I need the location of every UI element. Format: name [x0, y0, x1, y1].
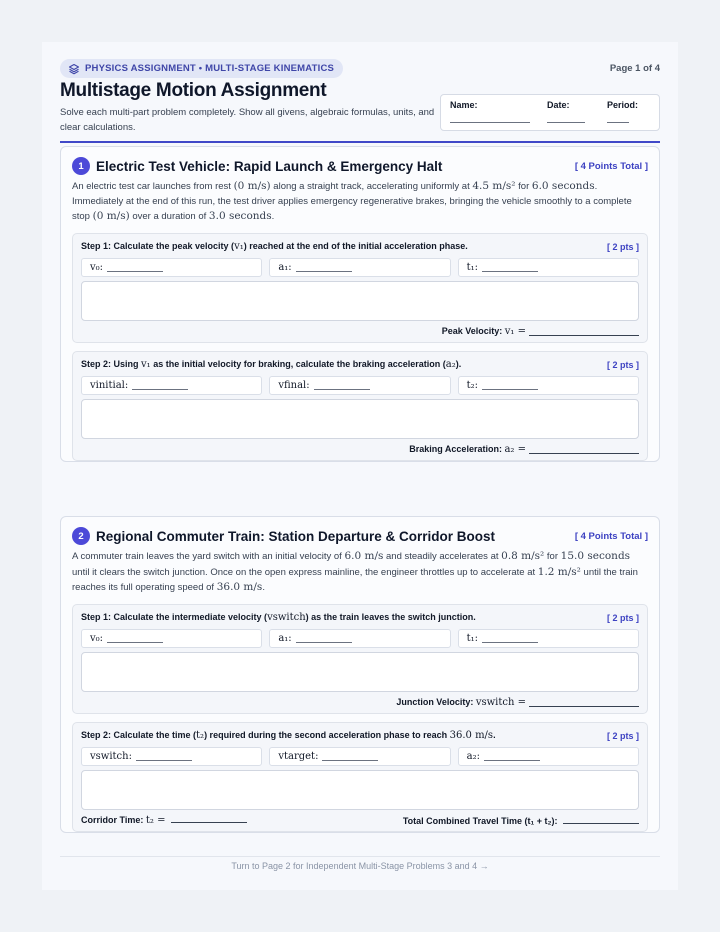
step-points: [ 2 pts ]: [606, 612, 639, 623]
page-footer: Turn to Page 2 for Independent Multi-Stage Problems 3 and 4 →: [60, 856, 660, 871]
date-line[interactable]: [547, 113, 585, 123]
problem-number: 2: [72, 527, 90, 545]
instructions: Solve each multi-part problem completely. Show all givens, algebraic formulas, units, and clear calculations.: [60, 107, 435, 133]
given-field[interactable]: t₁:: [458, 629, 639, 648]
step-label: Step 2: Calculate the time (t₂) required during the second acceleration phase to reach 36.0 m/s.: [81, 730, 496, 741]
subject-badge: [60, 59, 343, 78]
work-area[interactable]: [81, 281, 639, 321]
answer-blank[interactable]: [529, 445, 639, 454]
step-2: [72, 722, 648, 832]
date-label: Date:: [547, 100, 570, 110]
problem-card-2: [60, 516, 660, 833]
answer-blank[interactable]: [529, 327, 639, 336]
given-field[interactable]: a₂:: [458, 747, 639, 766]
answer-row: Corridor Time: t₂ = Total Combined Travel Time (t₁ + t₂):: [81, 810, 639, 831]
givens-row: [81, 376, 639, 395]
answer-row: Braking Acceleration: a₂ =: [81, 439, 639, 460]
answer-blank[interactable]: [171, 814, 247, 823]
step-1: [72, 233, 648, 343]
given-field[interactable]: vtarget:: [269, 747, 450, 766]
given-field[interactable]: a₁:: [269, 258, 450, 277]
problem-title: Regional Commuter Train: Station Departure & Corridor Boost: [96, 528, 496, 544]
name-field[interactable]: [450, 100, 547, 130]
given-field[interactable]: a₁:: [269, 629, 450, 648]
step-points: [ 2 pts ]: [606, 241, 639, 252]
problem-points: [ 4 Points Total ]: [574, 530, 648, 542]
problem-header: [72, 157, 648, 175]
givens-row: [81, 747, 639, 766]
layers-icon: [68, 63, 80, 75]
step-1: [72, 604, 648, 714]
answer-row: Junction Velocity: vswitch =: [81, 692, 639, 713]
given-field[interactable]: t₁:: [458, 258, 639, 277]
given-field[interactable]: vinitial:: [81, 376, 262, 395]
problem-card-1: [60, 146, 660, 462]
givens-row: [81, 258, 639, 277]
given-field[interactable]: v₀:: [81, 629, 262, 648]
work-area[interactable]: [81, 770, 639, 810]
work-area[interactable]: [81, 652, 639, 692]
given-field[interactable]: vswitch:: [81, 747, 262, 766]
period-line[interactable]: [607, 113, 629, 123]
answer-blank[interactable]: [563, 815, 639, 824]
problem-statement: An electric test car launches from rest (0 m/s) along a straight track, accelerating uniformly at 4.5 m/s² for 6.0 seconds. Immediately at the end of this run, the test driver applies emergency regenerative brakes, bringing the vehicle smoothly to a complete stop (0 m/s) over a duration of 3.0 seconds.: [72, 180, 632, 222]
step-label: Step 1: Calculate the intermediate velocity (vswitch) as the train leaves the switch junction.: [81, 612, 476, 623]
given-field[interactable]: vfinal:: [269, 376, 450, 395]
step-2: [72, 351, 648, 461]
step-points: [ 2 pts ]: [606, 730, 639, 741]
period-label: Period:: [607, 100, 639, 110]
problem-header: [72, 527, 648, 545]
corridor-time-label: Corridor Time:: [81, 815, 144, 825]
problem-number: 1: [72, 157, 90, 175]
period-field[interactable]: [607, 100, 638, 130]
step-label: Step 2: Using v₁ as the initial velocity for braking, calculate the braking acceleration (a₂).: [81, 359, 462, 370]
top-row: [60, 59, 660, 78]
total-time-label: Total Combined Travel Time (t₁ + t₂):: [402, 815, 558, 826]
assignment-page: [42, 42, 678, 890]
name-label: Name:: [450, 100, 478, 110]
problem-points: [ 4 Points Total ]: [574, 160, 648, 172]
badge-text: PHYSICS ASSIGNMENT • MULTI-STAGE KINEMATICS: [85, 63, 335, 74]
givens-row: [81, 629, 639, 648]
given-field[interactable]: t₂:: [458, 376, 639, 395]
page-title: Multistage Motion Assignment: [60, 80, 327, 101]
name-line[interactable]: [450, 113, 530, 123]
step-points: [ 2 pts ]: [606, 359, 639, 370]
header-divider: [60, 141, 660, 143]
step-label: Step 1: Calculate the peak velocity (v₁) reached at the end of the initial acceleration phase.: [81, 241, 468, 252]
problem-statement: A commuter train leaves the yard switch with an initial velocity of 6.0 m/s and steadily accelerates at 0.8 m/s² for 15.0 seconds until it clears the switch junction. Once on the open express mainline, the engineer throttles up to accelerate at 1.2 m/s² until the train reaches its full operating speed of 36.0 m/s.: [72, 550, 638, 593]
answer-blank[interactable]: [529, 698, 639, 707]
date-field[interactable]: [547, 100, 607, 130]
answer-row: Peak Velocity: v₁ =: [81, 321, 639, 342]
work-area[interactable]: [81, 399, 639, 439]
header: [60, 80, 660, 135]
problem-title: Electric Test Vehicle: Rapid Launch & Emergency Halt: [96, 158, 443, 174]
page-number: Page 1 of 4: [609, 63, 660, 74]
student-info-box: [440, 94, 660, 131]
given-field[interactable]: v₀:: [81, 258, 262, 277]
